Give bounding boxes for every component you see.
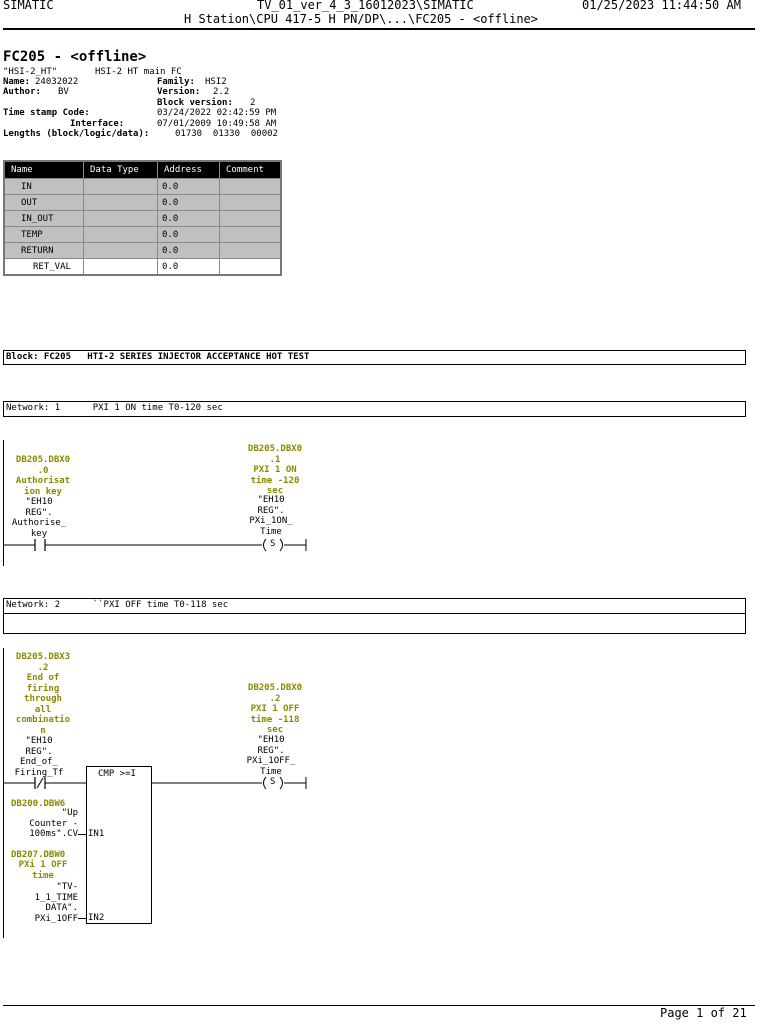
- power-rail: [3, 648, 4, 938]
- n2-coil-comment: PXI 1 OFF time -118 sec: [250, 704, 300, 735]
- row-type: [84, 243, 158, 259]
- author-label: Author:: [3, 87, 41, 97]
- block-comment: Block: FC205 HTI-2 SERIES INJECTOR ACCEPTANCE HOT TEST: [6, 352, 310, 362]
- row-comment: [220, 227, 282, 243]
- timestamp-label: Time stamp Code:: [3, 108, 90, 118]
- n2-in1-wire: [78, 834, 86, 835]
- compare-in2-label: IN2: [88, 913, 105, 923]
- row-name: TEMP: [4, 227, 84, 243]
- row-comment: [220, 259, 282, 276]
- block-comment-box: [3, 350, 746, 365]
- n1-contact-comment: Authorisat ion key: [15, 476, 71, 497]
- family-value: HSI2: [205, 77, 227, 87]
- block-version-value: 2: [250, 98, 256, 108]
- timestamp-code: 03/24/2022 02:42:59 PM: [157, 108, 277, 118]
- n2-contact-negation-slash: [37, 778, 43, 788]
- row-name: RETURN: [4, 243, 84, 259]
- name-value: 24032022: [35, 77, 79, 87]
- n1-coil-type: S: [270, 539, 276, 549]
- n1-contact-address: DB205.DBX0 .0: [15, 455, 71, 476]
- n1-coil-right-arc: [280, 539, 283, 551]
- block-symbol: "HSI-2_HT": [3, 67, 58, 77]
- table-row: [4, 179, 281, 195]
- row-type: [84, 227, 158, 243]
- interface-label: Interface:: [70, 119, 125, 129]
- project-path: TV_01_ver_4_3_16012023\SIMATIC: [257, 0, 474, 12]
- n1-contact-symbol: "EH10 REG". Authorise_ key: [11, 497, 67, 539]
- row-comment: [220, 243, 282, 259]
- block-version-label: Block version:: [157, 98, 233, 108]
- row-name: IN_OUT: [4, 211, 84, 227]
- row-comment: [220, 195, 282, 211]
- network-1-title: Network: 1 PXI 1 ON time T0-120 sec: [6, 403, 223, 413]
- n1-coil-symbol: "EH10 REG". PXi_1ON_ Time: [249, 495, 293, 537]
- row-comment: [220, 211, 282, 227]
- n2-in1-address: DB200.DBW6: [11, 799, 66, 809]
- table-header-row: [4, 161, 281, 179]
- row-address: 0.0: [158, 227, 220, 243]
- col-name-header: Name: [4, 161, 84, 179]
- n2-in2-address: DB207.DBW0: [11, 850, 66, 860]
- block-description: HSI-2 HT main FC: [95, 67, 182, 77]
- compare-label: CMP >=I: [98, 769, 136, 779]
- author-value: BV: [58, 87, 69, 97]
- table-row: [4, 195, 281, 211]
- row-type: [84, 179, 158, 195]
- lengths-label: Lengths (block/logic/data):: [3, 129, 150, 139]
- row-address: 0.0: [158, 243, 220, 259]
- row-type: [84, 259, 158, 276]
- table-row: [4, 259, 281, 276]
- n2-contact-symbol: "EH10 REG". End_of_ Firing_Tf: [14, 736, 64, 778]
- network-2-title: Network: 2 ``PXI OFF time T0-118 sec: [6, 600, 229, 610]
- table-row: [4, 227, 281, 243]
- col-datatype-header: Data Type: [84, 161, 158, 179]
- n2-contact-address: DB205.DBX3 .2: [15, 652, 71, 673]
- n2-in1-symbol: "Up Counter - 100ms".CV: [29, 808, 78, 839]
- n2-in2-wire: [78, 918, 86, 919]
- footer-rule: [3, 1005, 755, 1006]
- row-address: 0.0: [158, 179, 220, 195]
- n2-coil-type: S: [270, 777, 276, 787]
- row-type: [84, 211, 158, 227]
- interface-timestamp: 07/01/2009 10:49:58 AM: [157, 119, 277, 129]
- n2-coil-address: DB205.DBX0 .2: [247, 683, 303, 704]
- n1-coil-address: DB205.DBX0 .1: [247, 444, 303, 465]
- compare-in1-label: IN1: [88, 829, 105, 839]
- block-title: FC205 - <offline>: [3, 49, 147, 65]
- page-number: Page 1 of 21: [660, 1006, 747, 1020]
- n2-coil-left-arc: [264, 777, 267, 789]
- n2-coil-symbol: "EH10 REG". PXi_1OFF_ Time: [246, 735, 296, 777]
- n1-coil-comment: PXI 1 ON time -120 sec: [250, 465, 300, 496]
- station-path: H Station\CPU 417-5 H PN/DP\...\FC205 - <offline>: [184, 12, 539, 26]
- table-row: [4, 243, 281, 259]
- row-type: [84, 195, 158, 211]
- row-name: OUT: [4, 195, 84, 211]
- n2-contact-comment: End of firing through all combinatio n: [15, 673, 71, 736]
- row-address: 0.0: [158, 259, 220, 276]
- row-comment: [220, 179, 282, 195]
- family-label: Family:: [157, 77, 195, 87]
- n2-in2-comment: PXi 1 OFF time: [18, 860, 68, 881]
- col-comment-header: Comment: [220, 161, 282, 179]
- n2-in2-symbol: "TV- 1_1_TIME DATA". PXi_1OFF: [34, 882, 78, 924]
- version-value: 2.2: [213, 87, 230, 97]
- n1-coil-left-arc: [264, 539, 267, 551]
- row-name: IN: [4, 179, 84, 195]
- n2-coil-right-arc: [280, 777, 283, 789]
- network-1-header: [3, 401, 746, 417]
- row-address: 0.0: [158, 211, 220, 227]
- table-row: [4, 211, 281, 227]
- network-2-comment-box: [3, 613, 746, 634]
- lengths-value: 01730 01330 00002: [175, 129, 278, 139]
- row-name: RET_VAL: [4, 259, 84, 276]
- header-rule: [3, 28, 755, 30]
- col-address-header: Address: [158, 161, 220, 179]
- app-name: SIMATIC: [3, 0, 54, 12]
- interface-table: [3, 160, 282, 276]
- print-datetime: 01/25/2023 11:44:50 AM: [582, 0, 741, 12]
- network-2-header: [3, 598, 746, 614]
- row-address: 0.0: [158, 195, 220, 211]
- name-label: Name:: [3, 77, 31, 87]
- version-label: Version:: [157, 87, 201, 97]
